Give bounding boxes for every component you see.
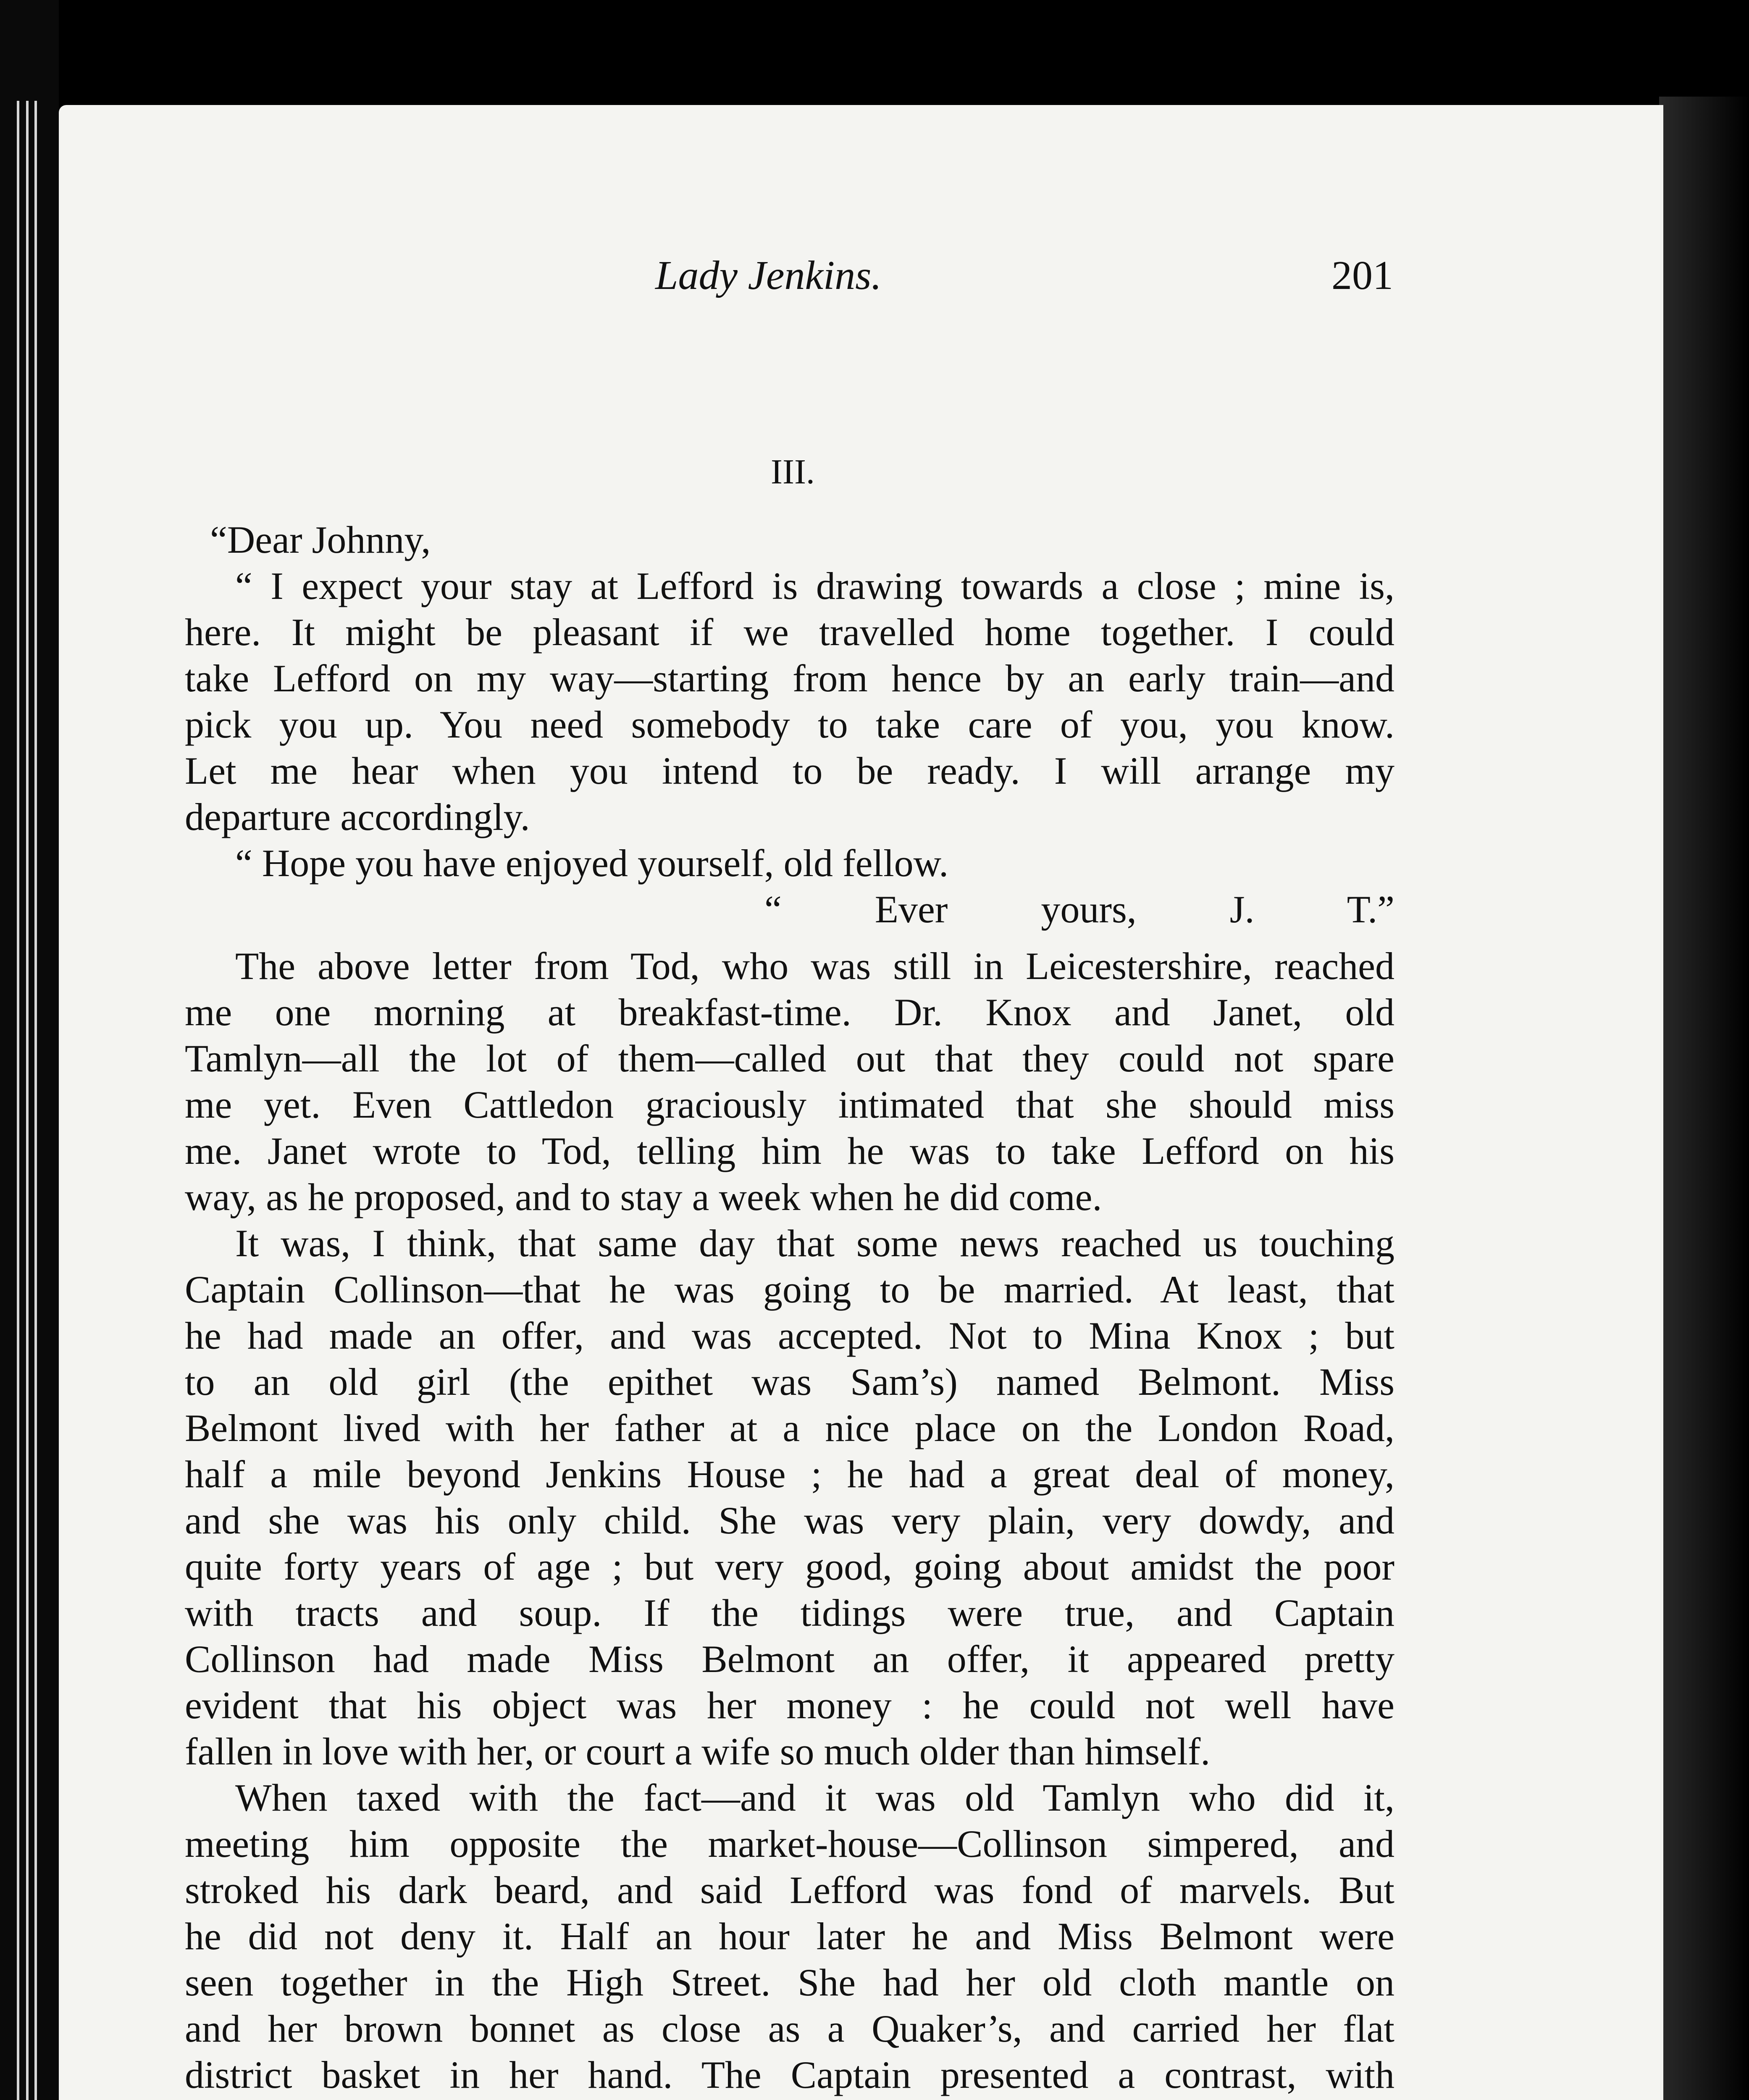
- running-head: Lady Jenkins.: [655, 253, 882, 298]
- text-line: Captain Collinson—that he was going to be married. At least, that: [185, 1268, 1394, 1311]
- text-line: The above letter from Tod, who was still in Leicestershire, reached: [235, 945, 1394, 987]
- text-line: evident that his object was her money : he could not well have: [185, 1684, 1394, 1727]
- page-edge-line: [34, 101, 37, 2100]
- text-line: way, as he proposed, and to stay a week when he did come.: [185, 1176, 1102, 1218]
- text-line: Tamlyn—all the lot of them—called out that they could not spare: [185, 1037, 1394, 1080]
- text-line: It was, I think, that same day that some news reached us touching: [235, 1222, 1394, 1265]
- text-line: quite forty years of age ; but very good, going about amidst the poor: [185, 1545, 1394, 1588]
- text-line: and her brown bonnet as close as a Quaker’s, and carried her flat: [185, 2007, 1394, 2050]
- text-line: Belmont lived with her father at a nice place on the London Road,: [185, 1407, 1394, 1449]
- text-line: district basket in her hand. The Captain presented a contrast, with: [185, 2053, 1394, 2096]
- text-line: Let me hear when you intend to be ready. I will arrange my: [185, 749, 1394, 792]
- book-binding: [0, 0, 59, 2100]
- text-line: When taxed with the fact—and it was old Tamlyn who did it,: [235, 1776, 1394, 1819]
- text-line: “Dear Johnny,: [210, 518, 431, 561]
- text-line: me. Janet wrote to Tod, telling him he was to take Lefford on his: [185, 1129, 1394, 1172]
- text-line: stroked his dark beard, and said Lefford was fond of marvels. But: [185, 1869, 1394, 1911]
- text-line: me yet. Even Cattledon graciously intimated that she should miss: [185, 1083, 1394, 1126]
- text-line: and she was his only child. She was very plain, very dowdy, and: [185, 1499, 1394, 1542]
- text-line: “ Hope you have enjoyed yourself, old fellow.: [235, 842, 949, 885]
- text-line: “ I expect your stay at Lefford is drawing towards a close ; mine is,: [235, 564, 1394, 607]
- page-edge-line: [26, 101, 29, 2100]
- page-number: 201: [1331, 253, 1393, 298]
- text-line: here. It might be pleasant if we travelled home together. I could: [185, 611, 1394, 654]
- text-line: me one morning at breakfast-time. Dr. Knox and Janet, old: [185, 991, 1394, 1034]
- page-edge-line: [17, 101, 19, 2100]
- text-line: with tracts and soup. If the tidings were true, and Captain: [185, 1591, 1394, 1634]
- text-line: “ Ever yours, J. T.”: [764, 888, 1394, 931]
- text-line: take Lefford on my way—starting from hence by an early train—and: [185, 657, 1394, 700]
- text-line: he did not deny it. Half an hour later he and Miss Belmont were: [185, 1915, 1394, 1958]
- text-line: meeting him opposite the market-house—Collinson simpered, and: [185, 1822, 1394, 1865]
- text-line: fallen in love with her, or court a wife so much older than himself.: [185, 1730, 1211, 1773]
- text-line: to an old girl (the epithet was Sam’s) named Belmont. Miss: [185, 1360, 1394, 1403]
- text-line: [185, 2098, 1394, 2100]
- text-line: departure accordingly.: [185, 795, 530, 838]
- right-shadow: [1659, 97, 1749, 2100]
- text-line: he had made an offer, and was accepted. Not to Mina Knox ; but: [185, 1314, 1394, 1357]
- text-line: Collinson had made Miss Belmont an offer, it appeared pretty: [185, 1638, 1394, 1680]
- text-line: seen together in the High Street. She had her old cloth mantle on: [185, 1961, 1394, 2004]
- text-line: pick you up. You need somebody to take care of you, you know.: [185, 703, 1394, 746]
- section-number: III.: [771, 452, 815, 491]
- text-line: half a mile beyond Jenkins House ; he had a great deal of money,: [185, 1453, 1394, 1496]
